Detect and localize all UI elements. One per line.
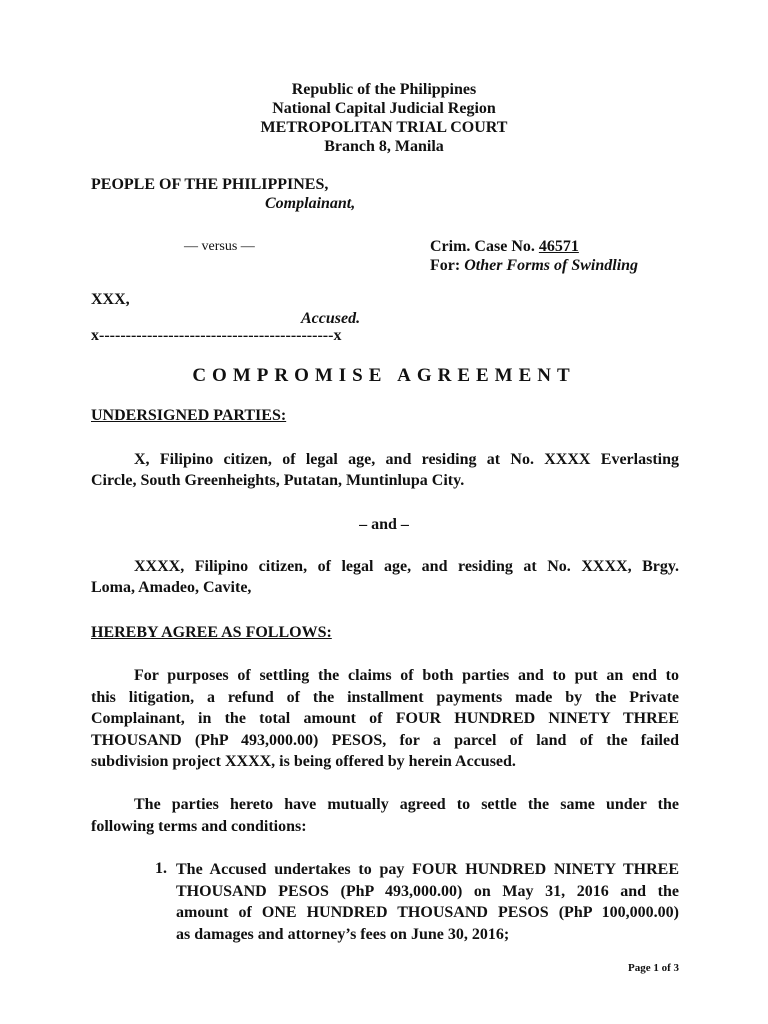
item-1-line-3: amount of ONE HUNDRED THOUSAND PESOS (PhP 100,000.00) bbox=[176, 904, 679, 921]
case-number: 46571 bbox=[538, 238, 579, 255]
parties-heading: UNDERSIGNED PARTIES: bbox=[91, 407, 287, 424]
accused-name: XXX, bbox=[91, 291, 130, 308]
agreement-heading: HEREBY AGREE AS FOLLOWS: bbox=[91, 624, 332, 641]
party-1-paragraph bbox=[91, 450, 679, 491]
item-1-line-2: THOUSAND PESOS (PhP 493,000.00) on May 31, 2016 and the bbox=[176, 882, 679, 900]
document-title: COMPROMISE AGREEMENT bbox=[192, 365, 576, 386]
p1-line-3: Complainant, in the total amount of FOUR HUNDRED NINETY THREE bbox=[91, 710, 679, 727]
court-name: METROPOLITAN TRIAL COURT bbox=[260, 119, 508, 136]
p2-line-2: following terms and conditions: bbox=[91, 817, 307, 835]
party-2-line-2: Loma, Amadeo, Cavite, bbox=[91, 579, 252, 596]
agreement-paragraph-1 bbox=[91, 665, 679, 773]
p2-line-1: The parties hereto have mutually agreed to settle the same under the bbox=[134, 796, 679, 813]
p1-line-1: For purposes of settling the claims of both parties and to put an end to bbox=[134, 667, 679, 684]
court-branch: Branch 8, Manila bbox=[324, 138, 444, 155]
item-1-line-1: The Accused undertakes to pay FOUR HUNDRED NINETY THREE bbox=[176, 861, 679, 878]
party-1-line-2: Circle, South Greenheights, Putatan, Muntinlupa City. bbox=[91, 472, 465, 489]
party-2-line-1: XXXX, Filipino citizen, of legal age, and residing at No. XXXX, Brgy. bbox=[134, 558, 679, 575]
caption-separator: x--------------------------------------------x bbox=[91, 327, 342, 344]
item-1-line-4: as damages and attorney’s fees on June 30, 2016; bbox=[176, 925, 510, 943]
case-for-block bbox=[430, 256, 638, 276]
case-number-block bbox=[430, 237, 579, 257]
court-region: National Capital Judicial Region bbox=[272, 100, 496, 117]
for-value: Other Forms of Swindling bbox=[464, 257, 639, 274]
case-label: Crim. Case No. bbox=[430, 238, 539, 255]
item-1-number: 1. bbox=[155, 860, 167, 877]
and-separator: – and – bbox=[359, 516, 409, 533]
plaintiff-role: Complainant, bbox=[265, 195, 356, 212]
versus-label: — versus — bbox=[184, 239, 255, 254]
item-1-text bbox=[176, 859, 679, 945]
plaintiff-name: PEOPLE OF THE PHILIPPINES, bbox=[91, 176, 329, 193]
p1-line-5: subdivision project XXXX, is being offered by herein Accused. bbox=[91, 753, 516, 770]
accused-role: Accused. bbox=[301, 310, 361, 327]
p1-line-4: THOUSAND (PhP 493,000.00) PESOS, for a parcel of land of the failed bbox=[91, 731, 679, 749]
page-number: Page 1 of 3 bbox=[627, 962, 679, 974]
party-2-paragraph bbox=[91, 557, 679, 598]
for-label: For: bbox=[430, 257, 465, 274]
agreement-paragraph-2 bbox=[91, 794, 679, 837]
p1-line-2: this litigation, a refund of the installment payments made by the Private bbox=[91, 688, 679, 706]
party-1-line-1: X, Filipino citizen, of legal age, and residing at No. XXXX Everlasting bbox=[134, 451, 679, 468]
court-republic: Republic of the Philippines bbox=[291, 81, 477, 98]
